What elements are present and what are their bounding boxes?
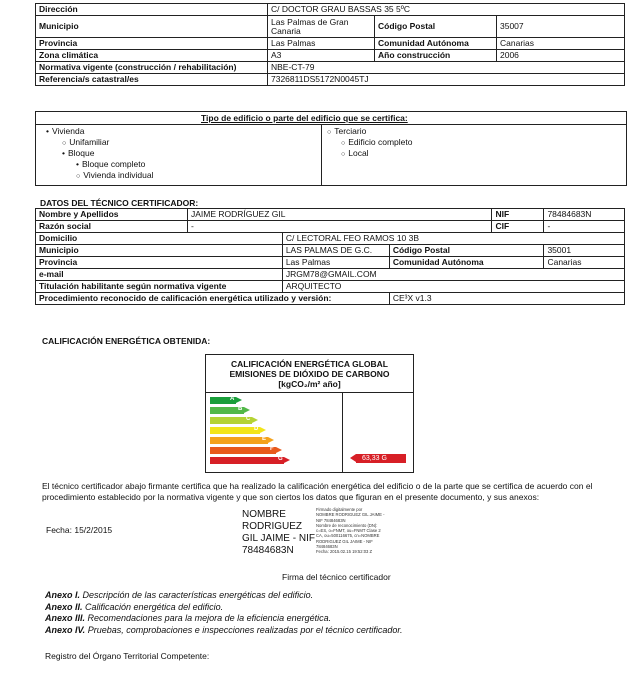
certification-statement: El técnico certificador abajo firmante certifica que ha realizado la calificación energética del edificio o de la parte que se certifica de acuerdo con el procedimiento establecido por la normativa vigente y que son ciertos los datos que figuran en el presente documento, y sus anexos: [42,481,593,502]
anio-value: 2006 [497,50,625,62]
certifier-table [35,208,625,305]
registro-label: Registro del Órgano Territorial Competente: [45,651,210,661]
cif-label: CIF [492,221,544,233]
nombre-value: JAIME RODRÍGUEZ GIL [188,209,492,221]
rating-letter: G [278,456,283,462]
annex-text: Calificación energética del edificio. [85,601,224,612]
normativa-label: Normativa vigente (construcción / rehabilitación) [36,62,268,74]
rating-box [205,354,414,473]
titulacion-value: ARQUITECTO [282,281,624,293]
email-label: e-mail [36,269,283,281]
rating-section-title: CALIFICACIÓN ENERGÉTICA OBTENIDA: [42,336,211,346]
digital-line: RODRIGUEZ GIL JAIME - NIF [316,538,373,544]
divider [36,124,626,125]
annex-label: Anexo III. [45,613,86,623]
signature-caption: Firma del técnico certificador [282,572,391,582]
building-type-box [35,111,627,186]
annex-text: Pruebas, comprobaciones e inspecciones realizadas por el técnico certificador. [87,624,403,635]
cert-municipio-label: Municipio [36,245,283,257]
building-type-title: Tipo de edificio o parte del edificio que se certifica: [201,113,408,123]
rating-title-2: EMISIONES DE DIÓXIDO DE CARBONO [229,369,390,379]
razon-label: Razón social [36,221,188,233]
zona-value: A3 [268,50,375,62]
rating-letter: E [262,436,267,442]
rating-bar-b [210,407,244,414]
option-terciario: ○ Terciario [327,126,366,136]
rating-letter: F [270,446,274,452]
municipio-value: Las Palmas de Gran Canaria [268,16,375,38]
digital-line: Nombre de reconocimiento (DN): [316,522,378,528]
rating-letter: B [238,406,243,412]
normativa-value: NBE-CT-79 [268,62,625,74]
digital-signature-info [316,507,384,555]
building-table [35,3,625,86]
option-vivienda-individual: ○ Vivienda individual [76,170,154,180]
cert-ca-label: Comunidad Autónoma [389,257,544,269]
rating-title-3: [kgCO₂/m² año] [278,379,341,389]
option-edificio-completo: ○ Edificio completo [341,137,413,147]
divider [206,392,413,393]
annex-text: Recomendaciones para la mejora de la eficiencia energética. [87,613,332,623]
domicilio-value: C/ LECTORAL FEO RAMOS 10 3B [282,233,624,245]
cert-provincia-label: Provincia [36,257,283,269]
divider [321,124,322,185]
option-bloque-completo: • Bloque completo [76,159,145,169]
provincia-label: Provincia [36,38,268,50]
cp-value: 35007 [497,16,625,38]
signature-line: 78484683N [242,545,294,556]
rating-bar-c [210,417,252,424]
annex-item [45,625,403,637]
cif-value: - [544,221,625,233]
digital-line: NIF 78484683N [316,517,346,523]
rating-letter: D [254,426,259,432]
rating-bar-e [210,437,268,444]
catastral-label: Referencia/s catastral/es [36,74,268,86]
annex-label: Anexo II. [45,601,83,612]
annex-label: Anexo IV. [45,624,86,635]
rating-bar-f [210,447,276,454]
signature-line: GIL JAIME - NIF [242,533,315,544]
signature-name [242,509,315,557]
digital-line: CA, ou=500116675, cn=NOMBRE [316,533,380,539]
procedimiento-value: CE³X v1.3 [389,293,624,305]
cert-ca-value: Canarias [544,257,625,269]
option-local: ○ Local [341,148,369,158]
fecha: Fecha: 15/2/2015 [46,525,113,535]
nombre-label: Nombre y Apellidos [36,209,188,221]
nif-value: 78484683N [544,209,625,221]
result-arrow-icon [350,454,356,462]
provincia-value: Las Palmas [268,38,375,50]
signature-line: RODRIGUEZ [242,521,302,532]
annex-item [45,602,403,614]
annex-text: Descripción de las características energéticas del edificio. [82,590,314,600]
titulacion-label: Titulación habilitante según normativa vigente [36,281,283,293]
domicilio-label: Domicilio [36,233,283,245]
option-vivienda: • Vivienda [46,126,84,136]
annex-item [45,613,403,625]
certifier-title: DATOS DEL TÉCNICO CERTIFICADOR: [40,198,199,208]
digital-line: NOMBRE RODRIGUEZ GIL JAIME - [316,512,385,518]
digital-line: c=ES, o=FNMT, ou=FNMT Clase 2 [316,528,381,534]
rating-letter: A [230,396,235,402]
direccion-value: C/ DOCTOR GRAU BASSAS 35 5ºC [268,4,625,16]
rating-bar-d [210,427,260,434]
nif-label: NIF [492,209,544,221]
digital-line: 78484683N [316,544,338,550]
result-indicator [356,454,406,463]
cert-municipio-value: LAS PALMAS DE G.C. [282,245,389,257]
anio-label: Año construcción [375,50,497,62]
ca-value: Canarias [497,38,625,50]
rating-bar-a [210,397,236,404]
signature-line: NOMBRE [242,509,286,520]
email-value: JRGM78@GMAIL.COM [282,269,624,281]
rating-letter: C [246,416,251,422]
cert-cp-value: 35001 [544,245,625,257]
razon-value: - [188,221,492,233]
annex-item [45,590,403,602]
digital-line: Fecha: 2015.02.15 19:52:03 Z [316,549,373,555]
cp-label: Código Postal [375,16,497,38]
zona-label: Zona climática [36,50,268,62]
annex-list [45,590,403,636]
rating-title-1: CALIFICACIÓN ENERGÉTICA GLOBAL [231,359,388,369]
digital-line: Firmado digitalmente por [316,507,363,512]
divider [342,392,343,472]
annex-label: Anexo I. [45,590,81,600]
option-unifamiliar: ○ Unifamiliar [62,137,109,147]
energy-scale [210,397,330,469]
result-value: 63,33 G [362,455,387,462]
direccion-label: Dirección [36,4,268,16]
catastral-value: 7326811DS5172N0045TJ [268,74,625,86]
cert-provincia-value: Las Palmas [282,257,389,269]
municipio-label: Municipio [36,16,268,38]
rating-bar-g [210,457,284,464]
option-bloque: • Bloque [62,148,94,158]
procedimiento-label: Procedimiento reconocido de calificación energética utilizado y versión: [36,293,390,305]
ca-label: Comunidad Autónoma [375,38,497,50]
cert-cp-label: Código Postal [389,245,544,257]
